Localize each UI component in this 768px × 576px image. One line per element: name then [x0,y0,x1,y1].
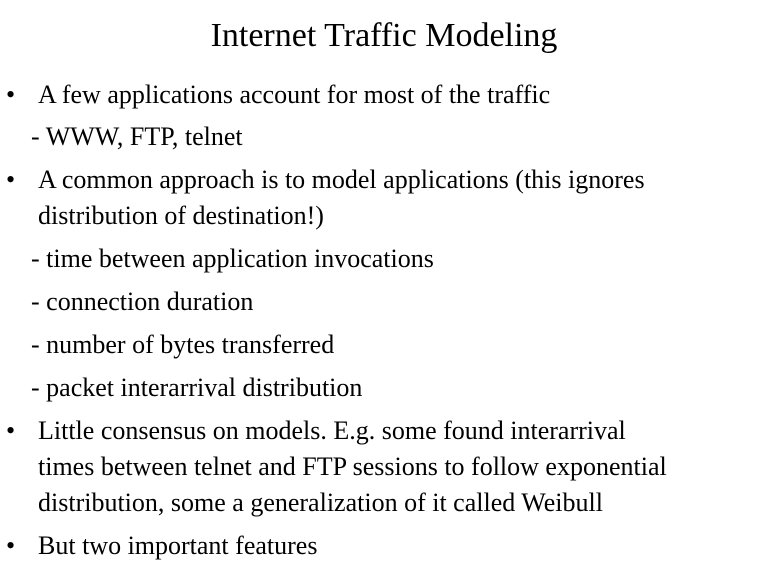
bullet-marker: • [6,531,16,560]
slide-title: Internet Traffic Modeling [210,17,558,54]
bullet-text: Little consensus on models. E.g. some found interarrival [38,416,626,445]
bullet-text: A few applications account for most of the traffic [38,80,551,109]
bullet-marker: • [6,416,16,445]
bullet-text: A common approach is to model applications (this ignores [38,165,645,194]
bullet-text: But two important features [38,531,318,560]
sub-item-text: - connection duration [31,287,254,316]
sub-item-text: - time between application invocations [31,244,434,273]
sub-item-text: - packet interarrival distribution [31,373,363,402]
bullet-marker: • [6,165,16,194]
continuation-text: distribution, some a generalization of it called Weibull [38,488,603,517]
sub-item-text: - WWW, FTP, telnet [31,122,243,151]
continuation-text: times between telnet and FTP sessions to follow exponential [38,452,667,481]
bullet-marker: • [6,80,16,109]
sub-item-text: - number of bytes transferred [31,330,335,359]
continuation-text: distribution of destination!) [38,201,324,230]
